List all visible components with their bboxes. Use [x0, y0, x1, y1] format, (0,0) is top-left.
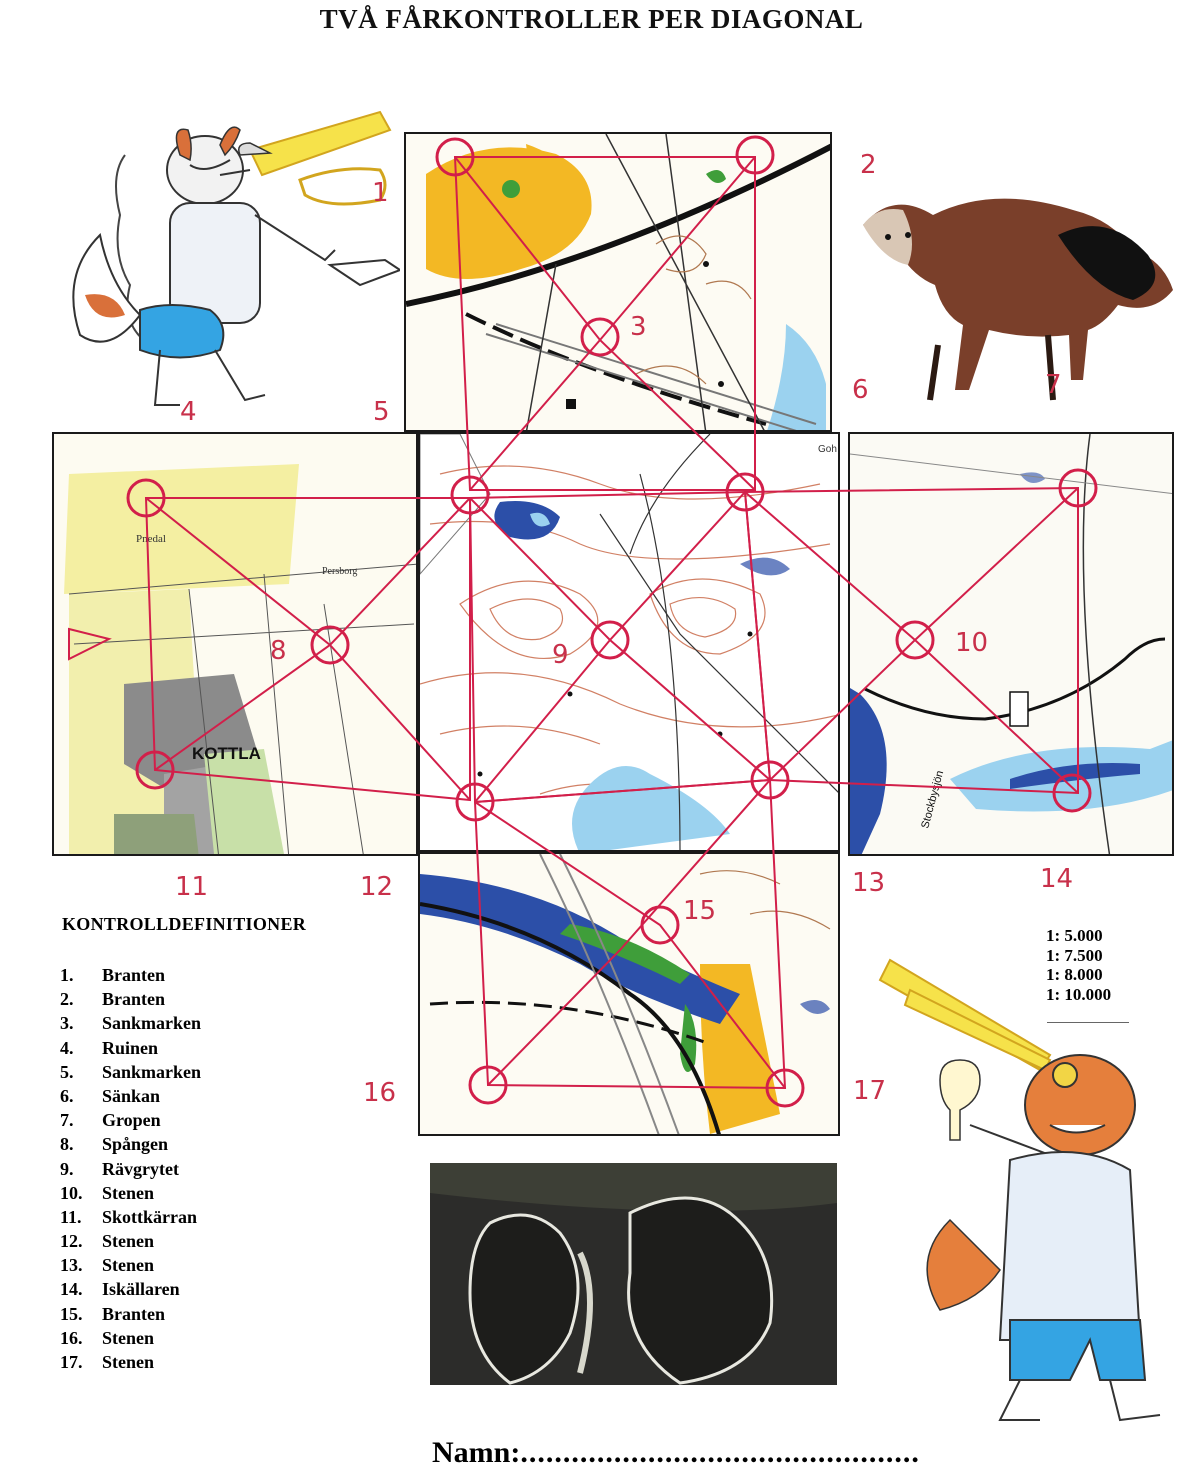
definition-item: 1. Branten: [60, 965, 165, 985]
panel-number-16: 16: [363, 1078, 397, 1108]
scale-divider: [1047, 1022, 1129, 1023]
scale-item: 1: 8.000: [1046, 965, 1103, 984]
definition-item: 12. Stenen: [60, 1231, 155, 1252]
panel-number-13: 13: [852, 868, 886, 898]
definition-item: 6. Sänkan: [60, 1085, 161, 1106]
definition-item: 17. Stenen: [60, 1352, 155, 1372]
panel-number-4: 4: [180, 397, 197, 427]
definition-item: 11. Skottkärran: [60, 1206, 198, 1227]
definition-item: 16. Stenen: [60, 1327, 155, 1348]
panel-number-5: 5: [373, 397, 390, 427]
definition-item: 3. Sankmarken: [60, 1013, 202, 1034]
definition-item: 9. Rävgrytet: [60, 1158, 179, 1179]
panel-number-8: 8: [270, 636, 287, 666]
name-label: Namn:: [432, 1436, 521, 1469]
page-title: TVÅ FÅRKONTROLLER PER DIAGONAL: [319, 4, 864, 34]
scale-list: [1046, 926, 1111, 1004]
definition-item: 7. Gropen: [60, 1110, 161, 1131]
panel-number-11: 11: [175, 872, 209, 902]
definition-item: 13. Stenen: [60, 1255, 155, 1276]
map-label-village: KOTTLA: [192, 744, 261, 763]
map-label-persborg: Persborg: [322, 566, 358, 577]
panel-number-10: 10: [955, 628, 989, 658]
definition-item: 10. Stenen: [60, 1182, 155, 1203]
map-label-lake: Stockbysjön: [919, 769, 947, 830]
panel-number-14: 14: [1040, 864, 1074, 894]
name-field[interactable]: [432, 1436, 920, 1470]
panel-number-6: 6: [852, 375, 869, 405]
definition-item: 5. Sankmarken: [60, 1061, 202, 1082]
definition-item: 4. Ruinen: [60, 1037, 159, 1058]
panel-number-7: 7: [1045, 370, 1062, 400]
definitions-list: [60, 963, 201, 1374]
panel-number-1: 1: [372, 178, 389, 208]
panel-number-9: 9: [552, 640, 569, 670]
panel-number-3: 3: [630, 312, 647, 342]
definition-item: 8. Spången: [60, 1134, 169, 1155]
definitions-heading: KONTROLLDEFINITIONER: [62, 914, 307, 934]
scale-item: 1: 5.000: [1046, 926, 1103, 945]
scale-item: 1: 10.000: [1046, 984, 1112, 1004]
panel-number-2: 2: [860, 150, 877, 180]
definition-item: 2. Branten: [60, 989, 165, 1010]
scale-item: 1: 7.500: [1046, 945, 1103, 965]
definition-item: 15. Branten: [60, 1303, 165, 1324]
panel-number-15: 15: [683, 896, 717, 926]
map-label-farm: Pnedal: [136, 533, 166, 545]
map-label-place-top: Goh: [818, 444, 837, 455]
name-dots: ...............................................: [520, 1436, 920, 1469]
definition-item: 14. Iskällaren: [60, 1279, 180, 1300]
panel-number-17: 17: [853, 1076, 887, 1106]
panel-number-12: 12: [360, 872, 394, 902]
